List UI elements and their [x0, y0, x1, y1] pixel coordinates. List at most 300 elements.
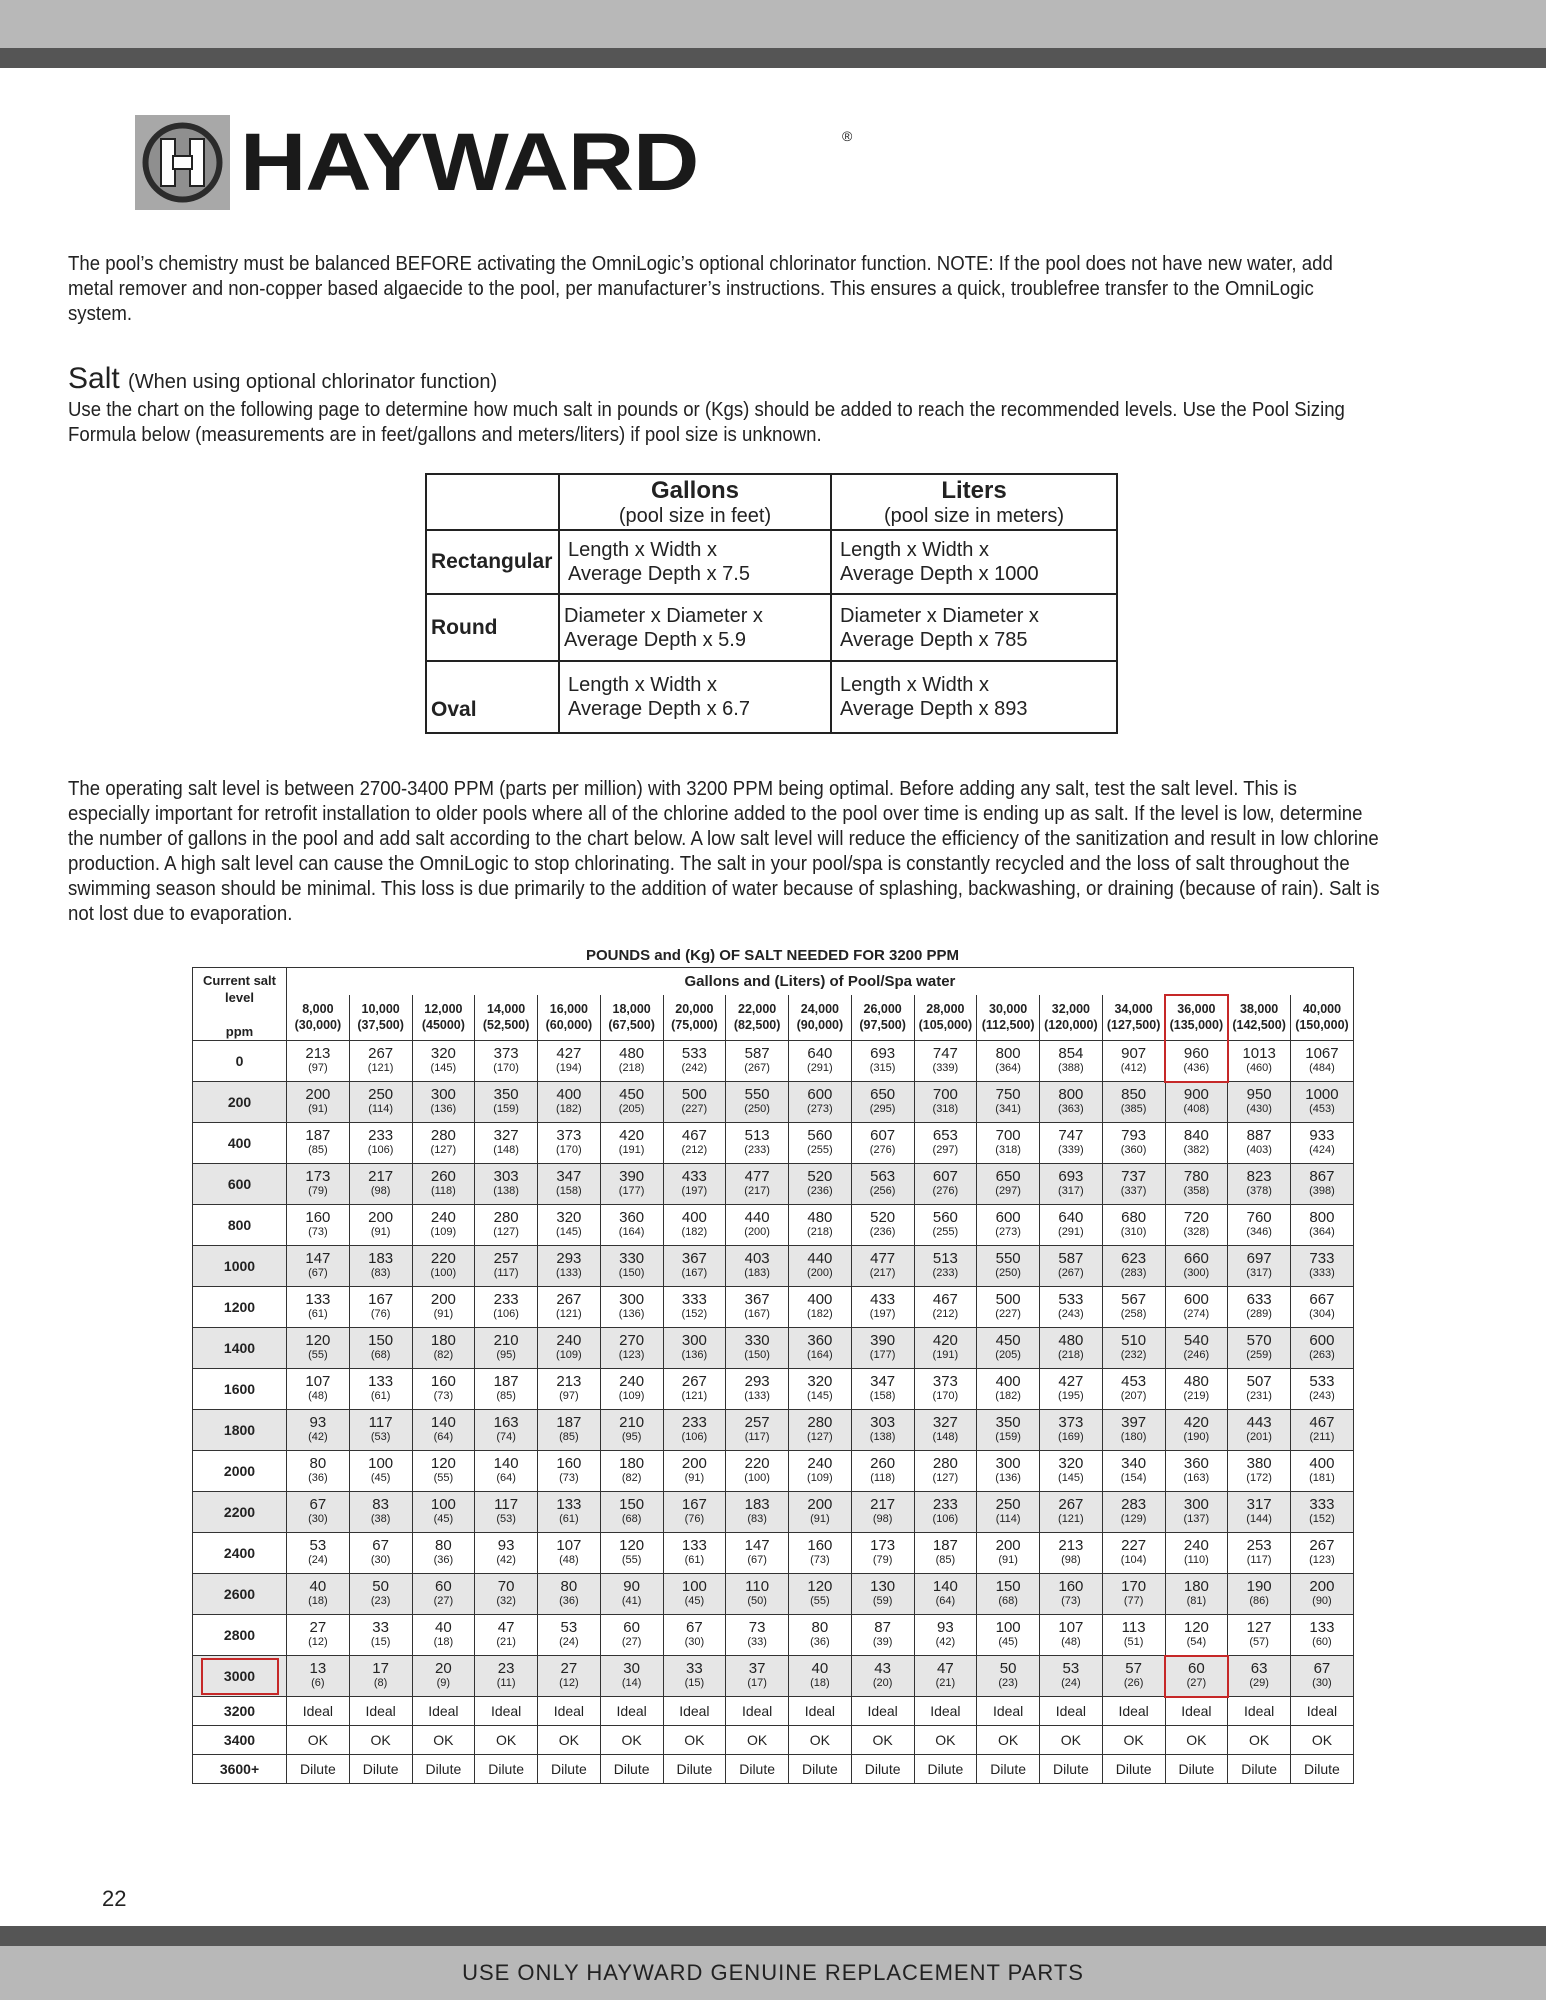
salt-amount-cell — [914, 1451, 977, 1492]
salt-amount-cell — [1102, 1082, 1165, 1123]
salt-level-label: 400 — [193, 1123, 287, 1164]
salt-amount-cell — [914, 1328, 977, 1369]
salt-kilograms: (267) — [1058, 1267, 1084, 1279]
salt-kilograms: (138) — [493, 1185, 519, 1197]
salt-amount-cell — [1228, 1451, 1291, 1492]
salt-kilograms: (136) — [430, 1103, 457, 1115]
salt-pounds: 570 — [1246, 1332, 1272, 1349]
salt-status-cell: Dilute — [1165, 1755, 1228, 1784]
salt-amount-cell — [287, 1205, 350, 1246]
salt-kilograms: (61) — [559, 1513, 579, 1525]
salt-pounds: 220 — [430, 1250, 456, 1267]
salt-pounds: 107 — [1058, 1619, 1084, 1636]
salt-kilograms: (118) — [870, 1472, 896, 1484]
salt-pounds: 823 — [1246, 1168, 1272, 1185]
salt-pounds: 93 — [937, 1619, 954, 1636]
salt-pounds: 540 — [1183, 1332, 1209, 1349]
highlight-36000-column — [1164, 994, 1229, 1083]
salt-kilograms: (9) — [436, 1677, 451, 1689]
salt-kilograms: (129) — [1120, 1513, 1147, 1525]
salt-kilograms: (127) — [807, 1431, 833, 1443]
salt-level-row — [193, 1082, 1354, 1123]
salt-pounds: 80 — [309, 1455, 327, 1472]
salt-pounds: 60 — [1188, 1660, 1205, 1677]
salt-pounds: 640 — [1058, 1209, 1084, 1226]
salt-amount-cell — [1102, 1656, 1165, 1697]
salt-amount-cell — [287, 1123, 350, 1164]
salt-kilograms: (55) — [621, 1554, 642, 1566]
salt-pounds: 63 — [1250, 1660, 1268, 1677]
salt-amount-cell — [789, 1205, 852, 1246]
salt-pounds: 933 — [1309, 1127, 1335, 1144]
salt-kilograms: (109) — [556, 1349, 582, 1361]
salt-pounds: 100 — [430, 1496, 456, 1513]
salt-kilograms: (48) — [308, 1390, 328, 1402]
salt-kilograms: (76) — [684, 1513, 705, 1525]
salt-amount-cell — [914, 1164, 977, 1205]
salt-pounds: 70 — [497, 1578, 515, 1595]
salt-amount-cell — [538, 1574, 601, 1615]
salt-pounds: 187 — [556, 1414, 582, 1431]
salt-amount-cell — [851, 1451, 914, 1492]
salt-amount-cell — [349, 1041, 412, 1082]
salt-kilograms: (484) — [1309, 1062, 1335, 1074]
salt-kilograms: (256) — [869, 1185, 896, 1197]
salt-kilograms: (231) — [1246, 1390, 1272, 1402]
salt-kilograms: (232) — [1120, 1349, 1147, 1361]
salt-pounds: 27 — [560, 1660, 578, 1677]
salt-amount-cell — [412, 1451, 475, 1492]
salt-kilograms: (109) — [807, 1472, 833, 1484]
salt-amount-cell — [600, 1410, 663, 1451]
salt-kilograms: (382) — [1183, 1144, 1210, 1156]
salt-kilograms: (150) — [744, 1349, 770, 1361]
salt-status-cell: OK — [1165, 1726, 1228, 1755]
salt-kilograms: (145) — [556, 1226, 582, 1238]
salt-status-cell: Ideal — [977, 1697, 1040, 1726]
salt-pounds: 300 — [995, 1455, 1021, 1472]
salt-amount-cell — [475, 1615, 538, 1656]
salt-kilograms: (86) — [1249, 1595, 1269, 1607]
salt-kilograms: (159) — [493, 1103, 519, 1115]
salt-amount-cell — [600, 1533, 663, 1574]
salt-kilograms: (110) — [1183, 1554, 1209, 1566]
salt-amount-cell — [412, 1410, 475, 1451]
salt-status-cell: OK — [726, 1726, 789, 1755]
salt-level-row — [193, 1123, 1354, 1164]
salt-pounds: 180 — [619, 1455, 645, 1472]
salt-pounds: 390 — [870, 1332, 896, 1349]
registered-mark: ® — [842, 128, 853, 144]
salt-kilograms: (91) — [684, 1472, 705, 1484]
salt-kilograms: (23) — [998, 1677, 1018, 1689]
salt-amount-cell — [287, 1082, 350, 1123]
salt-status-cell: Ideal — [349, 1697, 412, 1726]
salt-pounds: 800 — [1309, 1209, 1335, 1226]
salt-pounds: 240 — [430, 1209, 456, 1226]
salt-pounds: 403 — [744, 1250, 770, 1267]
salt-pounds: 560 — [932, 1209, 958, 1226]
salt-kilograms: (45) — [370, 1472, 391, 1484]
salt-kilograms: (77) — [1123, 1595, 1144, 1607]
salt-amount-cell — [538, 1246, 601, 1287]
salt-amount-cell — [977, 1041, 1040, 1082]
salt-pounds: 650 — [870, 1086, 896, 1103]
salt-amount-cell — [726, 1205, 789, 1246]
gallons-column-header — [349, 995, 412, 1041]
salt-pounds: 317 — [1246, 1496, 1272, 1513]
salt-status-cell: OK — [1102, 1726, 1165, 1755]
salt-pounds: 67 — [372, 1537, 389, 1554]
salt-status-cell: Dilute — [789, 1755, 852, 1784]
gallons-value: 18,000 — [612, 1002, 651, 1017]
salt-kilograms: (17) — [747, 1677, 767, 1689]
salt-kilograms: (123) — [618, 1349, 645, 1361]
salt-amount-cell — [1102, 1574, 1165, 1615]
salt-amount-cell — [1040, 1123, 1103, 1164]
salt-kilograms: (100) — [744, 1472, 770, 1484]
salt-amount-cell — [977, 1123, 1040, 1164]
salt-amount-cell — [287, 1492, 350, 1533]
salt-kilograms: (259) — [1246, 1349, 1272, 1361]
salt-amount-cell — [538, 1410, 601, 1451]
salt-amount-cell — [726, 1656, 789, 1697]
salt-kilograms: (41) — [621, 1595, 642, 1607]
salt-amount-cell — [789, 1328, 852, 1369]
salt-amount-cell — [1165, 1451, 1228, 1492]
salt-kilograms: (236) — [807, 1185, 833, 1197]
salt-amount-cell — [538, 1492, 601, 1533]
salt-pounds: 633 — [1246, 1291, 1272, 1308]
salt-pounds: 373 — [493, 1045, 519, 1062]
salt-kilograms: (98) — [370, 1185, 391, 1197]
liters-value: (97,500) — [859, 1018, 906, 1033]
salt-amount-cell — [1102, 1533, 1165, 1574]
salt-kilograms: (27) — [621, 1636, 642, 1648]
salt-kilograms: (318) — [932, 1103, 959, 1115]
salt-kilograms: (48) — [1061, 1636, 1081, 1648]
salt-pounds: 693 — [1058, 1168, 1084, 1185]
salt-level-row — [193, 1328, 1354, 1369]
salt-kilograms: (172) — [1246, 1472, 1272, 1484]
salt-amount-cell — [1291, 1533, 1354, 1574]
salt-pounds: 1000 — [1305, 1086, 1339, 1103]
salt-kilograms: (183) — [744, 1267, 770, 1279]
salt-kilograms: (137) — [1183, 1513, 1210, 1525]
salt-pounds: 420 — [1183, 1414, 1209, 1431]
salt-kilograms: (36) — [559, 1595, 579, 1607]
salt-pounds: 450 — [995, 1332, 1021, 1349]
salt-pounds: 260 — [430, 1168, 456, 1185]
salt-amount-cell — [475, 1656, 538, 1697]
salt-pounds: 160 — [556, 1455, 582, 1472]
salt-kilograms: (97) — [308, 1062, 328, 1074]
salt-pounds: 907 — [1121, 1045, 1147, 1062]
salt-pounds: 360 — [619, 1209, 645, 1226]
salt-amount-cell — [1291, 1082, 1354, 1123]
salt-kilograms: (341) — [995, 1103, 1021, 1115]
salt-kilograms: (61) — [370, 1390, 391, 1402]
salt-kilograms: (295) — [869, 1103, 896, 1115]
salt-kilograms: (81) — [1186, 1595, 1207, 1607]
salt-amount-cell — [412, 1041, 475, 1082]
salt-amount-cell — [1102, 1451, 1165, 1492]
salt-pounds: 747 — [932, 1045, 958, 1062]
salt-pounds: 373 — [1058, 1414, 1084, 1431]
liters-header: Liters (pool size in meters) — [831, 474, 1117, 530]
salt-amount-cell — [1040, 1492, 1103, 1533]
salt-amount-cell — [977, 1328, 1040, 1369]
salt-amount-cell — [538, 1287, 601, 1328]
highlight-36000-3000-cell — [1164, 1655, 1229, 1698]
salt-pounds: 240 — [619, 1373, 645, 1390]
gallons-value: 28,000 — [926, 1002, 965, 1017]
salt-kilograms: (45) — [684, 1595, 705, 1607]
liters-value: (142,500) — [1232, 1018, 1286, 1033]
salt-amount-cell — [287, 1533, 350, 1574]
salt-amount-cell — [1291, 1164, 1354, 1205]
salt-kilograms: (170) — [932, 1390, 959, 1402]
salt-kilograms: (21) — [935, 1677, 956, 1689]
salt-amount-cell — [538, 1451, 601, 1492]
salt-pounds: 167 — [681, 1496, 707, 1513]
salt-kilograms: (30) — [684, 1636, 705, 1648]
salt-kilograms: (23) — [370, 1595, 391, 1607]
salt-amount-cell — [1291, 1287, 1354, 1328]
salt-kilograms: (85) — [935, 1554, 956, 1566]
footer-band: USE ONLY HAYWARD GENUINE REPLACEMENT PARTS — [0, 1946, 1546, 2000]
salt-kilograms: (217) — [869, 1267, 896, 1279]
salt-pounds: 67 — [309, 1496, 327, 1513]
salt-amount-cell — [663, 1369, 726, 1410]
salt-pounds: 113 — [1121, 1619, 1146, 1636]
salt-pounds: 650 — [995, 1168, 1021, 1185]
salt-pounds: 513 — [744, 1127, 770, 1144]
formula-row — [426, 661, 1117, 733]
salt-amount-cell — [349, 1369, 412, 1410]
salt-pounds: 200 — [807, 1496, 833, 1513]
salt-pounds: 73 — [748, 1619, 766, 1636]
salt-amount-cell — [1102, 1205, 1165, 1246]
salt-amount-cell — [663, 1410, 726, 1451]
salt-kilograms: (315) — [869, 1062, 896, 1074]
salt-level-row — [193, 1492, 1354, 1533]
salt-pounds: 550 — [995, 1250, 1021, 1267]
salt-level-label: 600 — [193, 1164, 287, 1205]
salt-amount-cell — [851, 1082, 914, 1123]
salt-kilograms: (460) — [1246, 1062, 1272, 1074]
salt-pounds: 330 — [744, 1332, 770, 1349]
salt-amount-cell — [789, 1082, 852, 1123]
salt-pounds: 33 — [372, 1619, 389, 1636]
salt-kilograms: (67) — [747, 1554, 767, 1566]
gallons-column-header — [412, 995, 475, 1041]
salt-pounds: 140 — [493, 1455, 519, 1472]
salt-amount-cell — [1291, 1369, 1354, 1410]
salt-pounds: 160 — [430, 1373, 456, 1390]
salt-pounds: 140 — [932, 1578, 958, 1595]
salt-pounds: 1067 — [1305, 1045, 1339, 1062]
salt-kilograms: (26) — [1123, 1677, 1144, 1689]
salt-pounds: 133 — [1309, 1619, 1335, 1636]
salt-pounds: 217 — [368, 1168, 394, 1185]
salt-status-cell: Ideal — [1291, 1697, 1354, 1726]
salt-kilograms: (258) — [1120, 1308, 1147, 1320]
salt-kilograms: (263) — [1309, 1349, 1335, 1361]
salt-kilograms: (38) — [370, 1513, 391, 1525]
salt-title: Salt — [68, 362, 120, 395]
salt-kilograms: (117) — [744, 1431, 770, 1443]
salt-amount-cell — [1165, 1082, 1228, 1123]
salt-pounds: 210 — [493, 1332, 519, 1349]
salt-pounds: 107 — [305, 1373, 331, 1390]
salt-amount-cell — [663, 1082, 726, 1123]
salt-amount-cell — [1040, 1410, 1103, 1451]
salt-status-cell: OK — [349, 1726, 412, 1755]
salt-amount-cell — [789, 1041, 852, 1082]
salt-amount-cell — [789, 1369, 852, 1410]
salt-pounds: 400 — [556, 1086, 582, 1103]
gallons-column-header — [977, 995, 1040, 1041]
salt-kilograms: (29) — [1249, 1677, 1269, 1689]
salt-amount-cell — [1040, 1615, 1103, 1656]
salt-status-cell: OK — [475, 1726, 538, 1755]
salt-pounds: 367 — [744, 1291, 770, 1308]
salt-amount-cell — [1228, 1410, 1291, 1451]
salt-status-cell: OK — [600, 1726, 663, 1755]
salt-pounds: 93 — [309, 1414, 327, 1431]
salt-pounds: 33 — [686, 1660, 703, 1677]
salt-pounds: 233 — [493, 1291, 519, 1308]
salt-pounds: 93 — [497, 1537, 515, 1554]
salt-kilograms: (114) — [368, 1103, 394, 1115]
salt-kilograms: (363) — [1058, 1103, 1084, 1115]
salt-kilograms: (24) — [308, 1554, 328, 1566]
salt-pounds: 167 — [368, 1291, 394, 1308]
salt-kilograms: (273) — [995, 1226, 1021, 1238]
salt-amount-cell — [287, 1369, 350, 1410]
salt-amount-cell — [287, 1164, 350, 1205]
salt-kilograms: (98) — [872, 1513, 893, 1525]
salt-amount-cell — [977, 1656, 1040, 1697]
salt-level-label: 3000 — [193, 1656, 287, 1697]
salt-amount-cell — [726, 1246, 789, 1287]
salt-kilograms: (21) — [496, 1636, 516, 1648]
salt-level-label: 1800 — [193, 1410, 287, 1451]
salt-amount-cell — [1291, 1246, 1354, 1287]
salt-pounds: 600 — [1183, 1291, 1209, 1308]
salt-amount-cell — [977, 1533, 1040, 1574]
salt-level-label: 3200 — [193, 1697, 287, 1726]
highlight-3000-level — [201, 1658, 279, 1695]
salt-pounds: 440 — [807, 1250, 833, 1267]
salt-status-cell: OK — [851, 1726, 914, 1755]
salt-kilograms: (276) — [932, 1185, 959, 1197]
salt-kilograms: (424) — [1309, 1144, 1335, 1156]
salt-kilograms: (194) — [556, 1062, 582, 1074]
salt-level-label: 2000 — [193, 1451, 287, 1492]
salt-amount-cell — [1040, 1533, 1103, 1574]
salt-kilograms: (61) — [684, 1554, 705, 1566]
salt-kilograms: (27) — [433, 1595, 454, 1607]
salt-kilograms: (218) — [618, 1062, 645, 1074]
salt-amount-cell — [349, 1656, 412, 1697]
salt-kilograms: (364) — [1309, 1226, 1335, 1238]
salt-pounds: 737 — [1121, 1168, 1147, 1185]
salt-level-label: 3400 — [193, 1726, 287, 1755]
salt-amount-cell — [538, 1205, 601, 1246]
salt-amount-cell — [349, 1287, 412, 1328]
salt-level-row — [193, 1574, 1354, 1615]
salt-amount-cell — [977, 1410, 1040, 1451]
salt-pounds: 453 — [1121, 1373, 1147, 1390]
salt-pounds: 300 — [430, 1086, 456, 1103]
salt-pounds: 440 — [744, 1209, 770, 1226]
salt-kilograms: (217) — [744, 1185, 770, 1197]
salt-level-row — [193, 1755, 1354, 1784]
salt-amount-cell — [726, 1615, 789, 1656]
salt-status-cell: Dilute — [977, 1755, 1040, 1784]
salt-pounds: 80 — [811, 1619, 829, 1636]
salt-kilograms: (68) — [621, 1513, 642, 1525]
salt-kilograms: (159) — [995, 1431, 1021, 1443]
salt-status-cell: Dilute — [1102, 1755, 1165, 1784]
salt-kilograms: (95) — [496, 1349, 516, 1361]
salt-kilograms: (145) — [1058, 1472, 1084, 1484]
salt-kilograms: (182) — [681, 1226, 708, 1238]
salt-amount-cell — [1102, 1328, 1165, 1369]
salt-kilograms: (90) — [1312, 1595, 1332, 1607]
salt-amount-cell — [663, 1246, 726, 1287]
salt-pounds: 120 — [305, 1332, 331, 1349]
salt-pounds: 520 — [807, 1168, 833, 1185]
salt-kilograms: (205) — [618, 1103, 645, 1115]
salt-kilograms: (358) — [1183, 1185, 1210, 1197]
salt-amount-cell — [538, 1656, 601, 1697]
liters-value: (37,500) — [357, 1018, 404, 1033]
salt-kilograms: (195) — [1058, 1390, 1084, 1402]
salt-pounds: 607 — [870, 1127, 896, 1144]
salt-pounds: 533 — [1309, 1373, 1335, 1390]
formula-row — [426, 594, 1117, 660]
salt-pounds: 887 — [1246, 1127, 1272, 1144]
operating-salt-paragraph: The operating salt level is between 2700-3400 PPM (parts per million) with 3200 PPM being optimal. Before adding any salt, test the salt level. This is especially important for retrofit installation to older pools where all of the chlorine added to the pool over time is ending up as salt. If the level is low, determine the number of gallons in the pool and add salt according to the chart below. A low salt level will reduce the efficiency of the sanitization and result in low chlorine production. A high salt level can cause the OmniLogic to stop chlorinating. The salt in your pool/spa is constantly recycled and the loss of salt throughout the swimming season should be minimal. This loss is due primarily to the addition of water because of splashing, backwashing, or draining (because of rain). Salt is not lost due to evaporation. — [68, 778, 1380, 925]
salt-heading — [68, 362, 497, 396]
salt-amount-cell — [914, 1041, 977, 1082]
salt-pounds: 150 — [619, 1496, 645, 1513]
salt-kilograms: (85) — [308, 1144, 328, 1156]
salt-pounds: 950 — [1246, 1086, 1272, 1103]
salt-kilograms: (59) — [872, 1595, 893, 1607]
salt-kilograms: (250) — [744, 1103, 770, 1115]
salt-status-cell: Ideal — [789, 1697, 852, 1726]
gallons-value: 22,000 — [738, 1002, 777, 1017]
salt-amount-cell — [789, 1574, 852, 1615]
salt-pounds: 280 — [430, 1127, 456, 1144]
salt-kilograms: (36) — [433, 1554, 454, 1566]
salt-kilograms: (6) — [311, 1677, 325, 1689]
salt-status-cell: Ideal — [851, 1697, 914, 1726]
salt-kilograms: (201) — [1246, 1431, 1272, 1443]
salt-level-label: 2600 — [193, 1574, 287, 1615]
salt-amount-cell — [349, 1492, 412, 1533]
formula-corner-cell — [426, 474, 559, 530]
salt-kilograms: (11) — [496, 1677, 516, 1689]
salt-pounds: 150 — [995, 1578, 1021, 1595]
salt-status-cell: Dilute — [412, 1755, 475, 1784]
salt-kilograms: (97) — [559, 1390, 579, 1402]
salt-kilograms: (133) — [744, 1390, 770, 1402]
